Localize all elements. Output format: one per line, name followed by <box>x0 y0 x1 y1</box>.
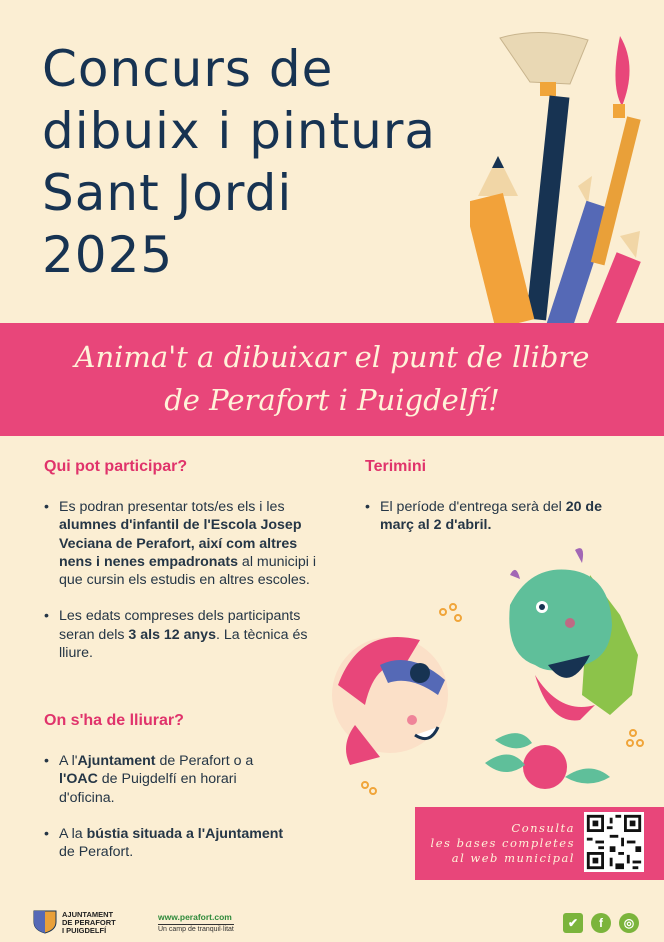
qr-code-icon <box>584 812 644 872</box>
qr-code[interactable] <box>584 812 644 872</box>
award-icon[interactable]: ✔ <box>563 913 583 933</box>
dragon-knight-illustration <box>320 545 664 795</box>
consult-text: Consulta les bases completes al web municipal <box>430 821 575 865</box>
art-supplies-illustration <box>470 26 660 326</box>
list-item: • El període d'entrega serà del 20 de març al 2 d'abril. <box>365 498 620 535</box>
list-item: • Es podran presentar tots/es els i les alumnes d'infantil de l'Escola Josep Veciana de Perafort, així com altres nens i nenes empadronats al municipi i que cursin els estudis en altres escoles. <box>44 498 324 589</box>
poster-title <box>42 38 482 286</box>
tagline <box>0 336 664 422</box>
dragon-icon <box>509 548 638 720</box>
website-link[interactable]: www.perafort.com <box>158 912 232 922</box>
list-item: • A la bústia situada a l'Ajuntament de Perafort. <box>44 825 294 862</box>
consult-box <box>415 807 664 880</box>
tagline-line-2: de Perafort i Puigdelfí! <box>164 383 500 417</box>
footer <box>0 896 664 942</box>
deadline-heading: Terimini <box>365 458 427 475</box>
instagram-icon[interactable]: ◎ <box>619 913 639 933</box>
list-item: • A l'Ajuntament de Perafort o a l'OAC de Puigdelfí en horari d'oficina. <box>44 752 294 807</box>
roses-icon <box>485 733 610 789</box>
who-heading: Qui pot participar? <box>44 458 188 475</box>
title-line-2: dibuix i pintura <box>42 102 437 160</box>
municipal-crest-icon <box>32 908 58 934</box>
municipality-name: AJUNTAMENT DE PERAFORT I PUIGDELFÍ <box>62 910 116 935</box>
who-list <box>44 498 324 680</box>
title-line-1: Concurs de <box>42 40 334 98</box>
where-list <box>44 752 294 879</box>
motto: Un camp de tranquil·litat <box>158 926 234 933</box>
list-item: • Les edats compreses dels participants seran dels 3 als 12 anys. La tècnica és lliure. <box>44 607 324 662</box>
pencil-orange-icon <box>470 156 534 326</box>
facebook-icon[interactable]: f <box>591 913 611 933</box>
where-heading: On s'ha de lliurar? <box>44 712 184 729</box>
tagline-line-1: Anima't a dibuixar el punt de llibre <box>74 340 590 374</box>
title-line-3: Sant Jordi <box>42 164 293 222</box>
title-line-4: 2025 <box>42 226 174 284</box>
knight-icon <box>332 637 448 765</box>
